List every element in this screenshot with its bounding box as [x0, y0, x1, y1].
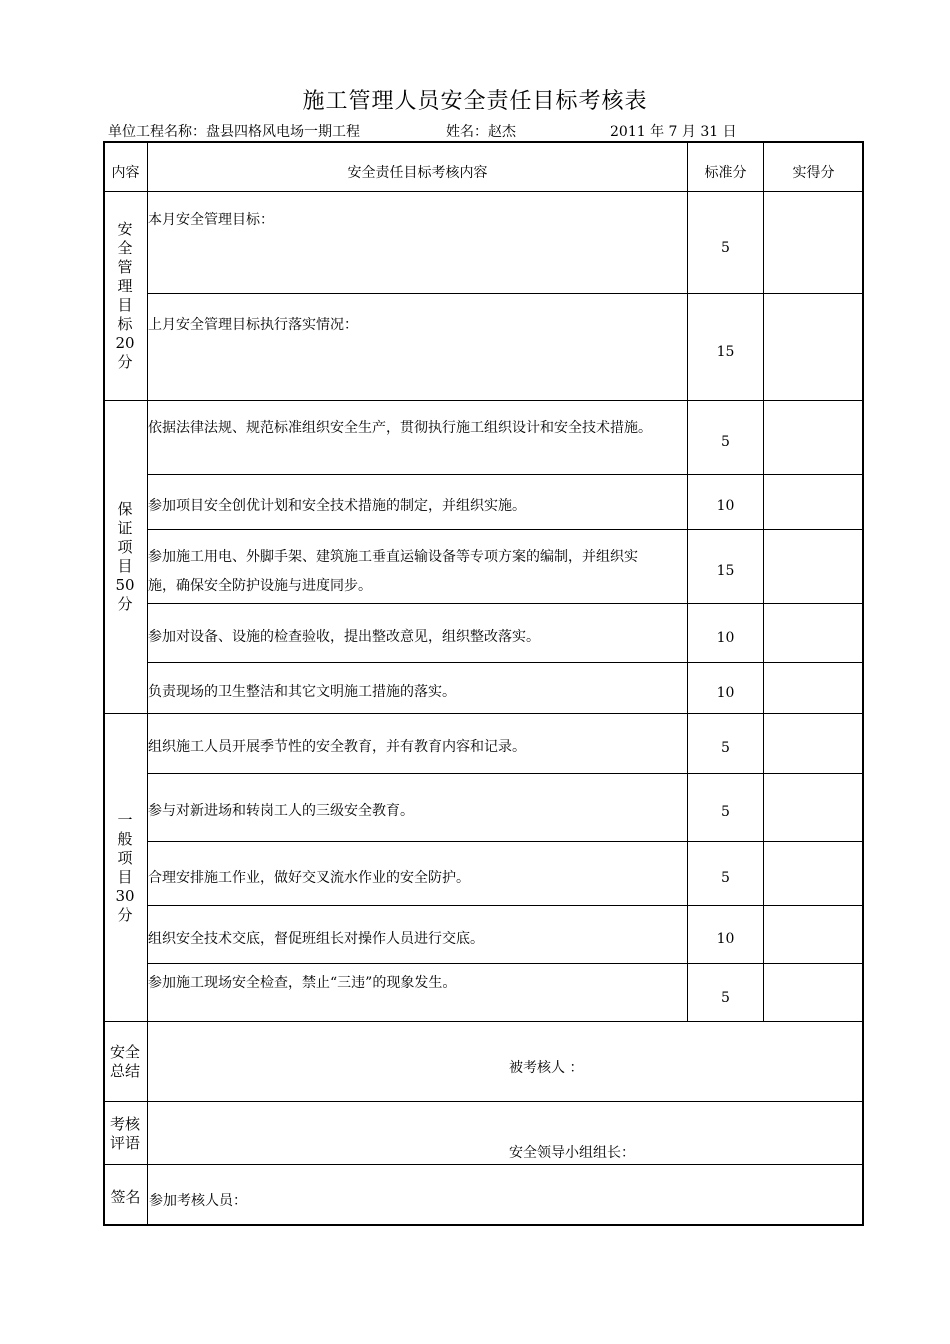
row-divider — [103, 400, 864, 401]
row-divider — [147, 603, 864, 604]
item-score: 5 — [721, 990, 730, 1006]
item-text: 负责现场的卫生整洁和其它文明施工措施的落实。 — [148, 684, 456, 700]
row-divider — [147, 841, 864, 842]
row-divider — [147, 773, 864, 774]
item-text: 组织安全技术交底，督促班组长对操作人员进行交底。 — [148, 931, 484, 947]
item-text: 参加对设备、设施的检查验收，提出整改意见，组织整改落实。 — [148, 629, 540, 645]
page-title: 施工管理人员安全责任目标考核表 — [302, 89, 648, 114]
item-text: 依据法律法规、规范标准组织安全生产，贯彻执行施工组织设计和安全技术措施。 — [148, 420, 652, 436]
item-score: 15 — [716, 344, 735, 360]
assessee-signature: 被考核人 ： — [509, 1060, 584, 1076]
sign-label: 签名 — [110, 1188, 141, 1206]
item-score: 5 — [721, 870, 730, 886]
item-text: 参与对新进场和转岗工人的三级安全教育。 — [148, 803, 414, 819]
item-text: 参加施工现场安全检查，禁止“三违”的现象发生。 — [148, 975, 457, 991]
item-score: 5 — [721, 240, 730, 256]
row-divider — [147, 293, 864, 294]
header-assessment: 安全责任目标考核内容 — [347, 165, 488, 181]
section-label-guarantee: 保 证 项 目 50 分 — [115, 500, 135, 613]
participants-signature: 参加考核人员： — [149, 1193, 247, 1209]
item-text: 参加施工用电、外脚手架、建筑施工垂直运输设备等专项方案的编制，并组织实施，确保安全防护设施与进度同步。 — [148, 549, 638, 594]
report-date: 2011 年 7 月 31 日 — [610, 124, 737, 140]
item-text: 合理安排施工作业，做好交叉流水作业的安全防护。 — [148, 870, 470, 886]
row-divider — [147, 905, 864, 906]
item-score: 15 — [716, 563, 735, 579]
person-name: 姓名：赵杰 — [446, 124, 516, 140]
row-divider — [103, 1101, 864, 1102]
row-divider — [103, 191, 864, 192]
item-score: 10 — [716, 685, 735, 701]
summary-label: 安全 总结 — [109, 1043, 140, 1080]
header-standard-score: 标准分 — [704, 165, 747, 181]
item-score: 10 — [716, 931, 735, 947]
leader-signature: 安全领导小组组长： — [509, 1145, 635, 1161]
item-score: 5 — [721, 434, 730, 450]
item-text: 组织施工人员开展季节性的安全教育，并有教育内容和记录。 — [148, 739, 526, 755]
review-label: 考核 评语 — [109, 1115, 140, 1152]
row-divider — [147, 662, 864, 663]
header-content: 内容 — [111, 165, 140, 181]
item-score: 5 — [721, 740, 730, 756]
row-divider — [103, 1021, 864, 1022]
header-actual-score: 实得分 — [792, 165, 835, 181]
row-divider — [147, 474, 864, 475]
row-divider — [147, 529, 864, 530]
item-score: 5 — [721, 804, 730, 820]
item-text: 上月安全管理目标执行落实情况： — [148, 317, 358, 333]
col-divider — [763, 141, 764, 1021]
item-score: 10 — [716, 498, 735, 514]
section-label-general: 一 般 项 目 30 分 — [115, 811, 135, 924]
section-label-safety-goal: 安 全 管 理 目 标 20 分 — [115, 220, 135, 371]
row-divider — [147, 963, 864, 964]
item-text: 参加项目安全创优计划和安全技术措施的制定，并组织实施。 — [148, 498, 526, 514]
item-text: 本月安全管理目标： — [148, 212, 274, 228]
row-divider — [103, 713, 864, 714]
item-score: 10 — [716, 630, 735, 646]
row-divider — [103, 1164, 864, 1165]
project-name: 单位工程名称：盘县四格风电场一期工程 — [108, 124, 360, 140]
